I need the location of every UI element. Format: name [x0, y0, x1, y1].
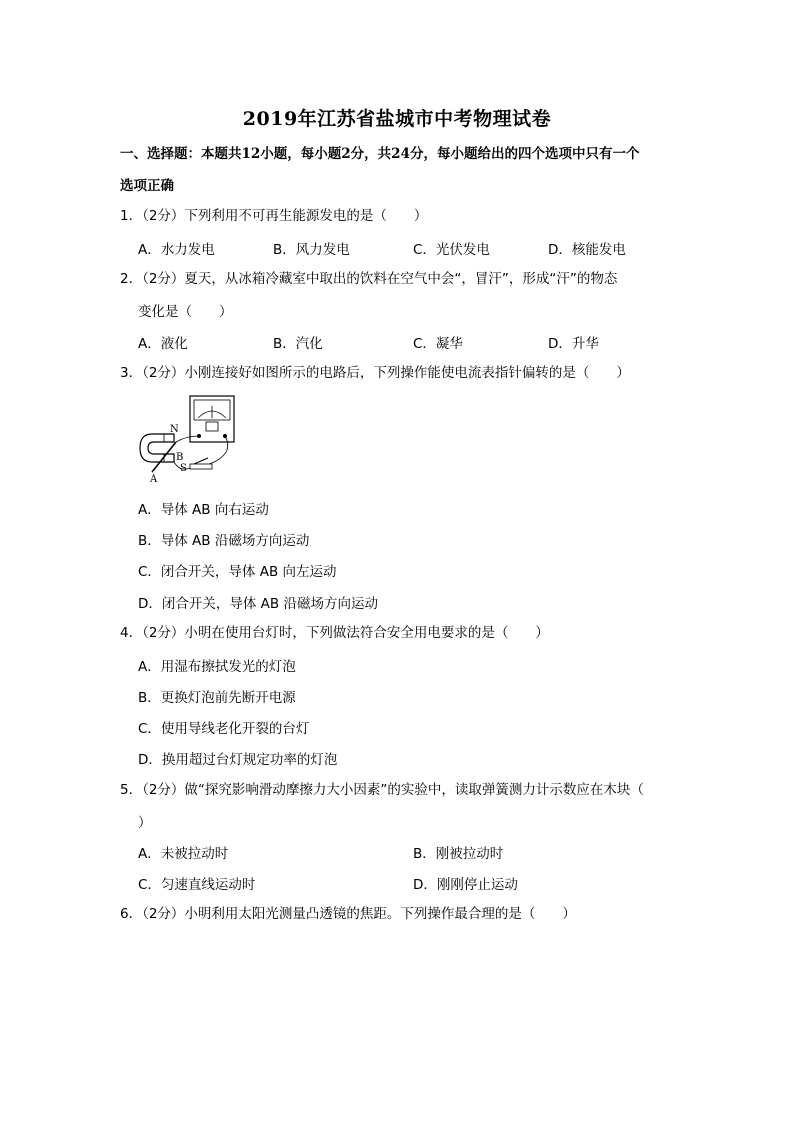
- figure-label-b: B: [176, 452, 184, 463]
- q5-option-c: C．匀速直线运动时: [138, 877, 256, 893]
- q3-option-b: B．导体 AB 沿磁场方向运动: [138, 533, 310, 549]
- circuit-figure: [134, 392, 242, 484]
- q4-option-a: A．用湿布擦拭发光的灯泡: [138, 659, 296, 675]
- section-heading-line2: 选项正确: [120, 178, 174, 194]
- q1-option-a: A．水力发电: [138, 242, 215, 258]
- q5-option-d: D．刚刚停止运动: [413, 877, 518, 893]
- question-1-text: 1．（2分）下列利用不可再生能源发电的是（ ）: [120, 208, 428, 224]
- q3-option-a: A．导体 AB 向右运动: [138, 502, 269, 518]
- page-title: 2019年江苏省盐城市中考物理试卷: [242, 108, 552, 130]
- q2-option-c: C．凝华: [413, 336, 463, 352]
- question-5-text-cont: ）: [138, 815, 152, 831]
- figure-label-s: S: [180, 463, 187, 474]
- q3-option-d: D．闭合开关，导体 AB 沿磁场方向运动: [138, 596, 378, 612]
- question-2-text: 2．（2分）夏天，从冰箱冷藏室中取出的饮料在空气中会“，冒汗”，形成“汗”的物态: [120, 271, 618, 287]
- question-4-text: 4．（2分）小明在使用台灯时，下列做法符合安全用电要求的是（ ）: [120, 625, 549, 641]
- question-2-text-cont: 变化是（ ）: [138, 304, 233, 320]
- question-3-text: 3．（2分）小刚连接好如图所示的电路后，下列操作能使电流表指针偏转的是（ ）: [120, 365, 630, 381]
- question-5-text: 5．（2分）做“探究影响滑动摩擦力大小因素”的实验中，读取弹簧测力计示数应在木块（: [120, 782, 644, 798]
- figure-label-n: N: [170, 424, 179, 435]
- q4-option-b: B．更换灯泡前先断开电源: [138, 690, 296, 706]
- q5-option-b: B．刚被拉动时: [413, 846, 504, 862]
- q2-option-d: D．升华: [548, 336, 599, 352]
- q2-option-a: A．液化: [138, 336, 188, 352]
- q1-option-b: B．风力发电: [273, 242, 350, 258]
- q3-option-c: C．闭合开关，导体 AB 向左运动: [138, 564, 337, 580]
- section-heading-line1: 一、选择题：本题共12小题，每小题2分，共24分，每小题给出的四个选项中只有一个: [120, 146, 640, 162]
- q2-option-b: B．汽化: [273, 336, 323, 352]
- q1-option-c: C．光伏发电: [413, 242, 490, 258]
- question-6-text: 6．（2分）小明利用太阳光测量凸透镜的焦距。下列操作最合理的是（ ）: [120, 906, 576, 922]
- q5-option-a: A．未被拉动时: [138, 846, 229, 862]
- q4-option-d: D．换用超过台灯规定功率的灯泡: [138, 752, 338, 768]
- figure-label-a: A: [150, 474, 158, 484]
- q4-option-c: C．使用导线老化开裂的台灯: [138, 721, 310, 737]
- q1-option-d: D．核能发电: [548, 242, 626, 258]
